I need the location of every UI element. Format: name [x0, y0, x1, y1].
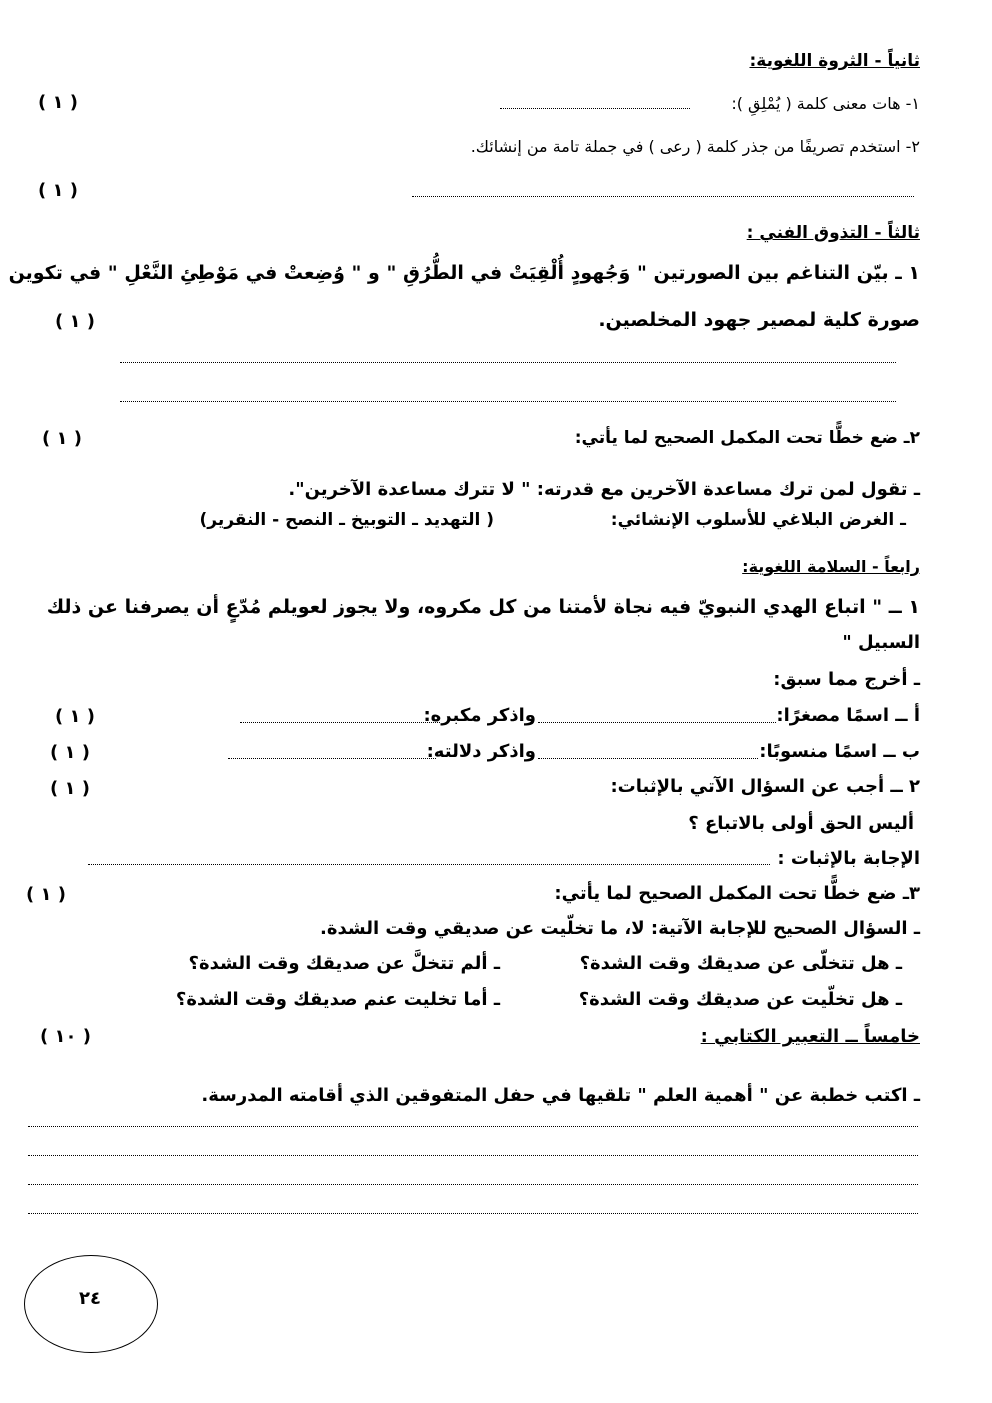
section-heading-artistic-taste: ثالثاً - التذوق الفني : [746, 223, 920, 243]
question-text: أليس الحق أولى بالاتباع ؟ [688, 813, 914, 834]
augmentative-label: واذكر مكبره: [423, 705, 536, 726]
score-mark: ( ١ ) [38, 180, 78, 201]
answer-line[interactable] [412, 196, 914, 197]
answer-line[interactable] [88, 864, 770, 865]
answer-line[interactable] [538, 758, 758, 759]
question-meaning: ١- هات معنى كلمة ( يُمْلِقِ ): [731, 94, 920, 113]
answer-line[interactable] [28, 1213, 918, 1214]
answer-line[interactable] [120, 401, 896, 402]
question-underline: ٣ـ ضع خطًّا تحت المكمل الصحيح لما يأتي: [554, 883, 920, 904]
question-derivation: ٢- استخدم تصريفًا من جذر كلمة ( رعى ) في جملة تامة من إنشائك. [470, 137, 920, 156]
answer-line[interactable] [28, 1155, 918, 1156]
score-mark: ( ١ ) [50, 742, 90, 763]
score-mark: ( ١ ) [42, 428, 82, 449]
relative-noun-label: ب ــ اسمًا منسوبًا: [759, 741, 920, 762]
option[interactable]: ـ هل تخلّيت عن صديقك وقت الشدة؟ [578, 989, 902, 1010]
score-mark: ( ١ ) [55, 311, 95, 332]
question-affirmative: ٢ ــ أجب عن السؤال الآتي بالإثبات: [610, 776, 920, 797]
extract-instruction: ـ أخرج مما سبق: [773, 669, 920, 690]
score-mark: ( ١ ) [50, 778, 90, 799]
answer-line[interactable] [28, 1126, 918, 1127]
page-number: ٢٤ [79, 1288, 101, 1309]
answer-line[interactable] [500, 108, 690, 109]
answer-line[interactable] [240, 722, 440, 723]
option[interactable]: ـ ألم تتخلَّ عن صديقك وقت الشدة؟ [188, 953, 500, 974]
option[interactable]: ـ أما تخليت عنم صديقك وقت الشدة؟ [175, 989, 500, 1010]
writing-task: ـ اكتب خطبة عن " أهمية العلم " تلقيها في حفل المتفوقين الذي أقامته المدرسة. [201, 1085, 920, 1106]
score-mark: ( ١٠ ) [40, 1026, 91, 1047]
meaning-label: واذكر دلالته: [426, 741, 536, 762]
score-mark: ( ١ ) [38, 92, 78, 113]
answer-line[interactable] [120, 362, 896, 363]
answer-line[interactable] [538, 722, 776, 723]
option[interactable]: ـ هل تتخلّى عن صديقك وقت الشدة؟ [579, 953, 902, 974]
question-harmony-cont: صورة كلية لمصير جهود المخلصين. [598, 309, 920, 331]
diminutive-label: أ ــ اسمًا مصغرًا: [776, 705, 920, 726]
question-underline: ٢ـ ضع خطًّا تحت المكمل الصحيح لما يأتي: [574, 428, 920, 448]
question-harmony: ١ ـ بيّن التناغم بين الصورتين " وَجُهودٍ أُلْقِيَتْ في الطُّرُقِ " و " وُضِعتْ في مَوْطِئِ النَّعْلِ " في تكوين [8, 262, 920, 284]
rhetorical-purpose-label: ـ الغرض البلاغي للأسلوب الإنشائي: [610, 510, 906, 530]
answer-prompt: ـ السؤال الصحيح للإجابة الآتية: لا، ما تخلّيت عن صديقي وقت الشدة. [320, 918, 920, 939]
section-heading-writing: خامساً ــ التعبير الكتابي : [700, 1026, 920, 1047]
answer-line[interactable] [28, 1184, 918, 1185]
rhetorical-purpose-options[interactable]: ( التهديد ـ التوبيخ ـ النصح - النقرير) [199, 510, 494, 530]
score-mark: ( ١ ) [26, 884, 66, 905]
statement: ـ تقول لمن ترك مساعدة الآخرين مع قدرته: " لا تترك مساعدة الآخرين". [288, 479, 920, 500]
section-heading-grammar: رابعاً - السلامة اللغوية: [742, 557, 920, 576]
passage: ١ ــ " اتباع الهدي النبويّ فيه نجاة لأمتنا من كل مكروه، ولا يجوز لعويلم مُدّعٍ أن يصرفنا عن ذلك [46, 596, 920, 618]
answer-line[interactable] [228, 758, 436, 759]
section-heading-vocabulary: ثانياً - الثروة اللغوية: [749, 51, 920, 71]
answer-label: الإجابة بالإثبات : [777, 848, 920, 869]
score-mark: ( ١ ) [55, 706, 95, 727]
passage-cont: السبيل " [842, 632, 920, 653]
